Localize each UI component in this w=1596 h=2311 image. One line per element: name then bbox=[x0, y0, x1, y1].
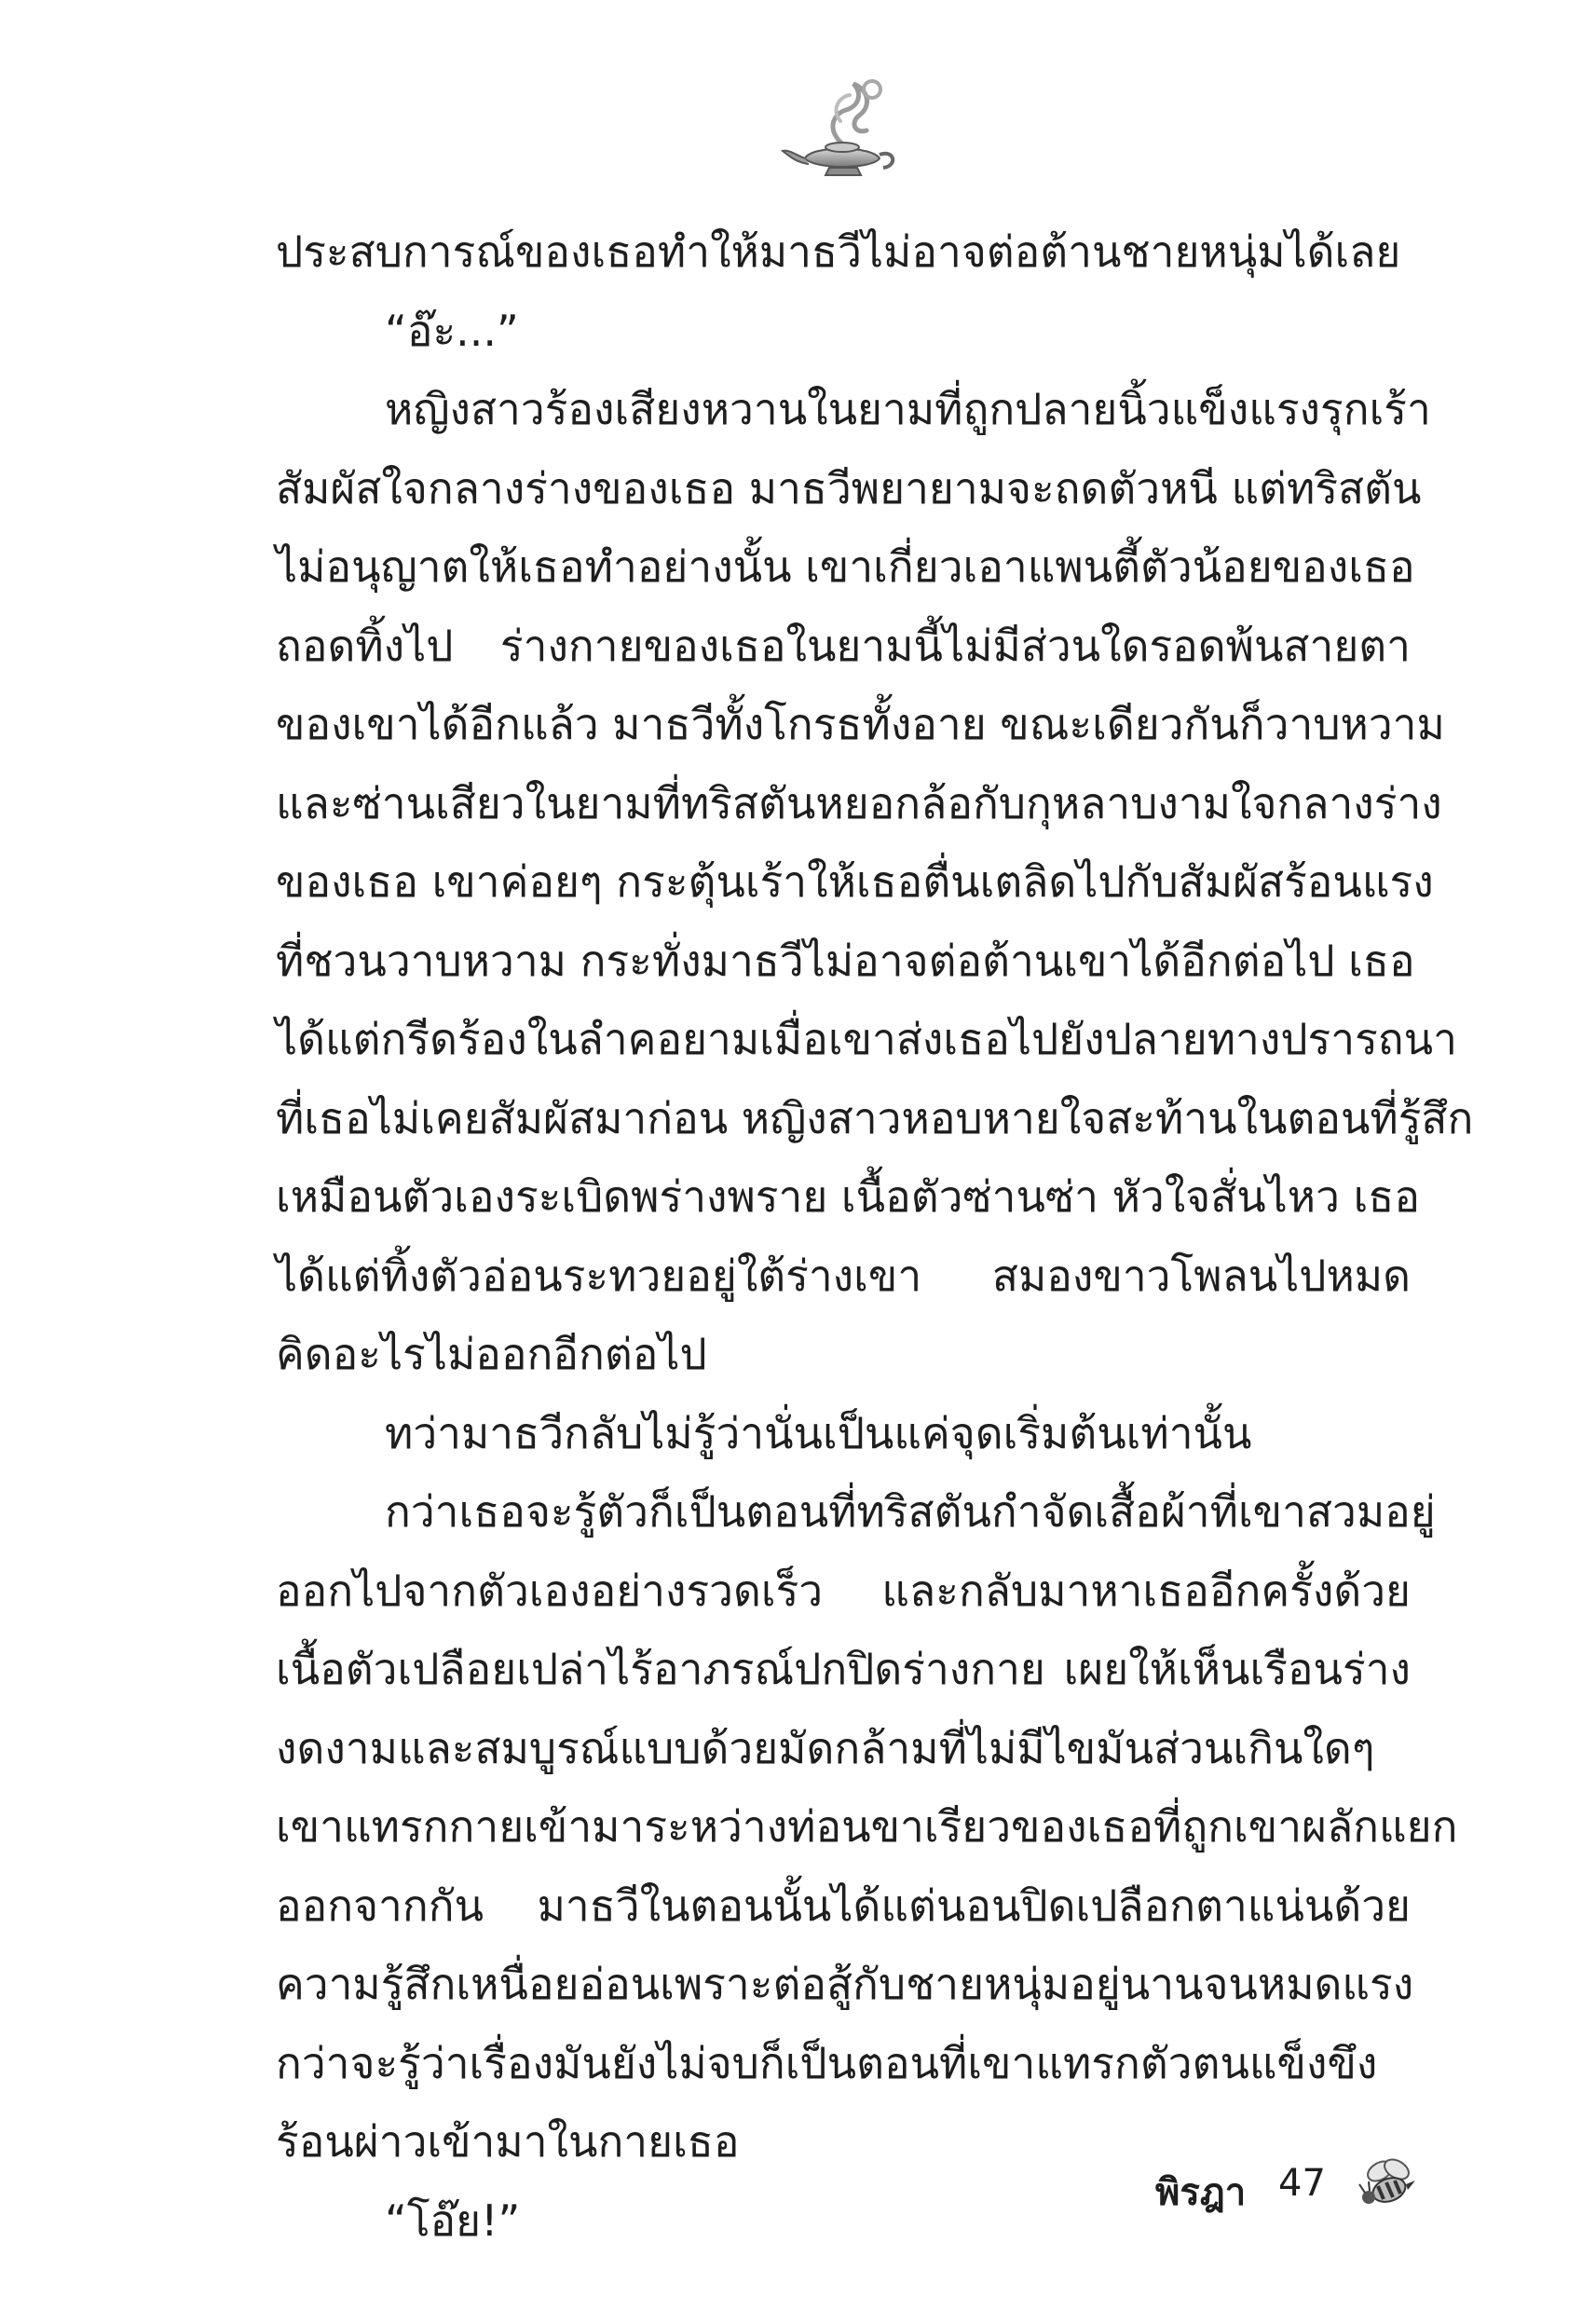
paragraph-line: ประสบการณ์ของเธอทำให้มาธวีไม่อาจต่อต้านชายหนุ่มได้เลย bbox=[276, 226, 1401, 277]
paragraph-line: และซ่านเสียวในยามที่ทริสตันหยอกล้อกับกุหลาบงามใจกลางร่าง bbox=[276, 777, 1442, 828]
paragraph-line: ของเขาได้อีกแล้ว มาธวีทั้งโกรธทั้งอาย ขณะเดียวกันก็วาบหวาม bbox=[276, 699, 1445, 749]
dialogue-line: “อ๊ะ...” bbox=[385, 305, 519, 356]
page-number: 47 bbox=[1278, 2162, 1326, 2205]
paragraph-line: เขาแทรกกายเข้ามาระหว่างท่อนขาเรียวของเธอที่ถูกเขาผลักแยก bbox=[276, 1801, 1458, 1852]
paragraph-line: ได้แต่ทิ้งตัวอ่อนระทวยอยู่ใต้ร่างเขา สมองขาวโพลนไปหมด bbox=[276, 1250, 1411, 1301]
genie-lamp-icon bbox=[779, 73, 909, 185]
paragraph-line: งดงามและสมบูรณ์แบบด้วยมัดกล้ามที่ไม่มีไขมันส่วนเกินใดๆ bbox=[276, 1722, 1375, 1773]
paragraph-line: ออกไปจากตัวเองอย่างรวดเร็ว และกลับมาหาเธออีกครั้งด้วย bbox=[276, 1565, 1411, 1616]
paragraph-line: ร้อนผ่าวเข้ามาในกายเธอ bbox=[276, 2116, 740, 2167]
paragraph-line: ไม่อนุญาตให้เธอทำอย่างนั้น เขาเกี่ยวเอาแพนตี้ตัวน้อยของเธอ bbox=[276, 541, 1415, 592]
body-text bbox=[276, 212, 1474, 2260]
paragraph-line: ที่เธอไม่เคยสัมผัสมาก่อน หญิงสาวหอบหายใจสะท้านในตอนที่รู้สึก bbox=[276, 1092, 1474, 1143]
page-footer bbox=[1146, 2151, 1425, 2225]
paragraph-line: ความรู้สึกเหนื่อยอ่อนเพราะต่อสู้กับชายหนุ่มอยู่นานจนหมดแรง bbox=[276, 1959, 1414, 2009]
dialogue-line: “โอ๊ย!” bbox=[385, 2195, 521, 2246]
paragraph-line: หญิงสาวร้องเสียงหวานในยามที่ถูกปลายนิ้วแข็งแรงรุกเร้า bbox=[385, 384, 1431, 434]
paragraph-line: เนื้อตัวเปลือยเปล่าไร้อาภรณ์ปกปิดร่างกาย เผยให้เห็นเรือนร่าง bbox=[276, 1644, 1411, 1694]
paragraph-line: สัมผัสใจกลางร่างของเธอ มาธวีพยายามจะถดตัวหนี แต่ทริสตัน bbox=[276, 462, 1422, 513]
paragraph-line: ทว่ามาธวีกลับไม่รู้ว่านั่นเป็นแค่จุดเริ่มต้นเท่านั้น bbox=[385, 1407, 1252, 1458]
paragraph-line: ของเธอ เขาค่อยๆ กระตุ้นเร้าให้เธอตื่นเตลิดไปกับสัมผัสร้อนแรง bbox=[276, 856, 1434, 907]
paragraph-line: กว่าจะรู้ว่าเรื่องมันยังไม่จบก็เป็นตอนที่เขาแทรกตัวตนแข็งขึง bbox=[276, 2037, 1378, 2088]
paragraph-line: ออกจากกัน มาธวีในตอนนั้นได้แต่นอนปิดเปลือกตาแน่นด้วย bbox=[276, 1880, 1411, 1931]
paragraph-line: เหมือนตัวเองระเบิดพร่างพราย เนื้อตัวซ่านซ่า หัวใจสั่นไหว เธอ bbox=[276, 1171, 1421, 1222]
paragraph-line: กว่าเธอจะรู้ตัวก็เป็นตอนที่ทริสตันกำจัดเสื้อผ้าที่เขาสวมอยู่ bbox=[385, 1486, 1436, 1537]
paragraph-line: ที่ชวนวาบหวาม กระทั่งมาธวีไม่อาจต่อต้านเขาได้อีกต่อไป เธอ bbox=[276, 935, 1415, 986]
bee-icon bbox=[1356, 2151, 1421, 2216]
paragraph-line: คิดอะไรไม่ออกอีกต่อไป bbox=[276, 1329, 707, 1379]
author-name: พิรฎา bbox=[1155, 2171, 1247, 2214]
paragraph-line: ถอดทิ้งไป ร่างกายของเธอในยามนี้ไม่มีส่วนใดรอดพ้นสายตา bbox=[276, 620, 1411, 671]
paragraph-line: ได้แต่กรีดร้องในลำคอยามเมื่อเขาส่งเธอไปยังปลายทางปรารถนา bbox=[276, 1014, 1457, 1064]
